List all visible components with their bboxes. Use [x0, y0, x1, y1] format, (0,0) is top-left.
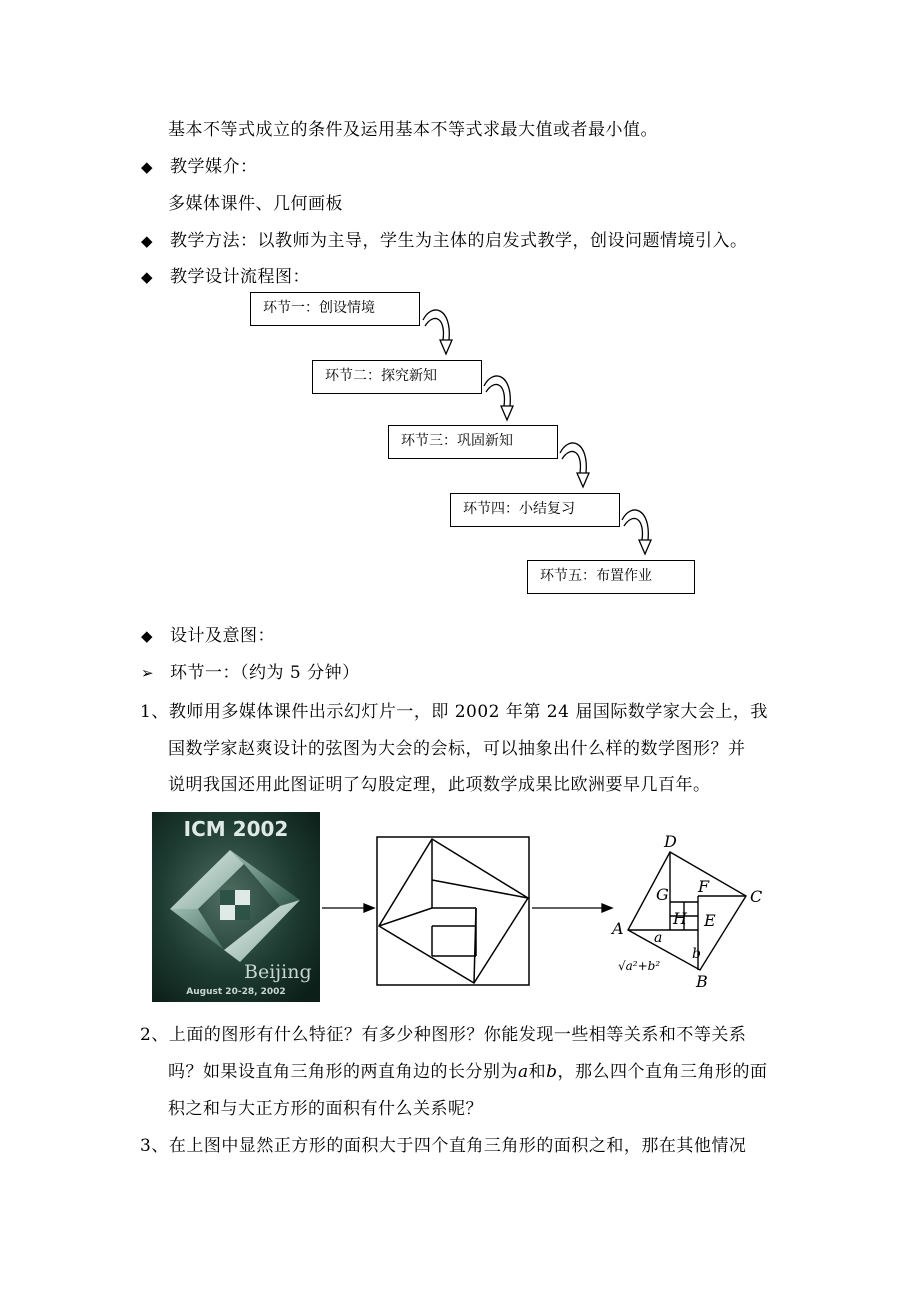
label-H: H: [673, 909, 687, 928]
label-G: G: [656, 885, 669, 904]
method-line: 教学方法：以教师为主导，学生为主体的启发式教学，创设问题情境引入。: [170, 231, 748, 251]
media-content: 多媒体课件、几何画板: [168, 194, 343, 214]
diamond-bullet-icon: ◆: [141, 627, 153, 645]
labeled-chord-diagram: [608, 830, 778, 992]
label-D: D: [664, 832, 677, 851]
flow-step-4: 环节四：小结复习: [450, 493, 620, 527]
media-heading: 教学媒介：: [170, 157, 258, 177]
label-A: A: [612, 919, 624, 938]
arrowhead-bullet-icon: ➢: [141, 664, 154, 682]
var-a: a: [518, 1062, 529, 1082]
curved-arrow-icon-1: [423, 310, 452, 354]
diamond-bullet-icon: ◆: [141, 232, 153, 250]
label-b: b: [692, 946, 701, 962]
flow-step-5: 环节五：布置作业: [527, 560, 695, 594]
curved-arrow-icon-2: [484, 376, 513, 420]
label-F: F: [698, 877, 710, 896]
para2-line3: 积之和与大正方形的面积有什么关系呢？: [168, 1099, 483, 1119]
design-heading: 设计及意图：: [170, 626, 275, 646]
curved-arrow-icon-3: [560, 443, 589, 487]
para2-line2-pre: 吗？如果设直角三角形的两直角边的长分别为: [168, 1062, 518, 1082]
para2-line2-mid: 和: [528, 1062, 547, 1082]
label-B: B: [696, 972, 708, 991]
para2-line1: 2、上面的图形有什么特征？有多少种图形？你能发现一些相等关系和不等关系: [140, 1025, 747, 1045]
curved-arrow-icon-4: [622, 510, 651, 554]
flow-step-3: 环节三：巩固新知: [388, 425, 558, 459]
var-b: b: [546, 1062, 558, 1082]
label-hypotenuse: √a²+b²: [618, 959, 661, 973]
para3-line1: 3、在上图中显然正方形的面积大于四个直角三角形的面积之和，那在其他情况: [140, 1136, 747, 1156]
logo-city: Beijing: [244, 961, 312, 983]
logo-title: ICM 2002: [183, 817, 289, 841]
inscribed-square-figure: [376, 836, 530, 986]
logo-dates: August 20-28, 2002: [186, 987, 286, 997]
flow-heading: 教学设计流程图：: [170, 267, 310, 287]
label-C: C: [750, 887, 763, 906]
para2-line2-post: ，那么四个直角三角形的面: [557, 1062, 768, 1082]
para1-line2: 国数学家赵爽设计的弦图为大会的会标，可以抽象出什么样的数学图形？并: [168, 739, 746, 759]
stage1-line: 环节一：（约为 5 分钟）: [170, 663, 360, 683]
icm2002-logo: [152, 812, 320, 1002]
label-a: a: [654, 930, 663, 946]
para2-line2: [168, 1060, 768, 1084]
intro-line: 基本不等式成立的条件及运用基本不等式求最大值或者最小值。: [168, 120, 658, 140]
diamond-bullet-icon: ◆: [141, 158, 153, 176]
arrow-head-icon-1: [364, 904, 374, 912]
label-E: E: [704, 911, 716, 930]
flow-step-1: 环节一：创设情境: [250, 292, 420, 326]
diamond-bullet-icon: ◆: [141, 268, 153, 286]
flow-step-2: 环节二：探究新知: [312, 360, 482, 394]
para1-line3: 说明我国还用此图证明了勾股定理，此项数学成果比欧洲要早几百年。: [168, 775, 711, 795]
para1-line1: 1、教师用多媒体课件出示幻灯片一，即 2002 年第 24 届国际数学家大会上，我: [140, 702, 768, 722]
